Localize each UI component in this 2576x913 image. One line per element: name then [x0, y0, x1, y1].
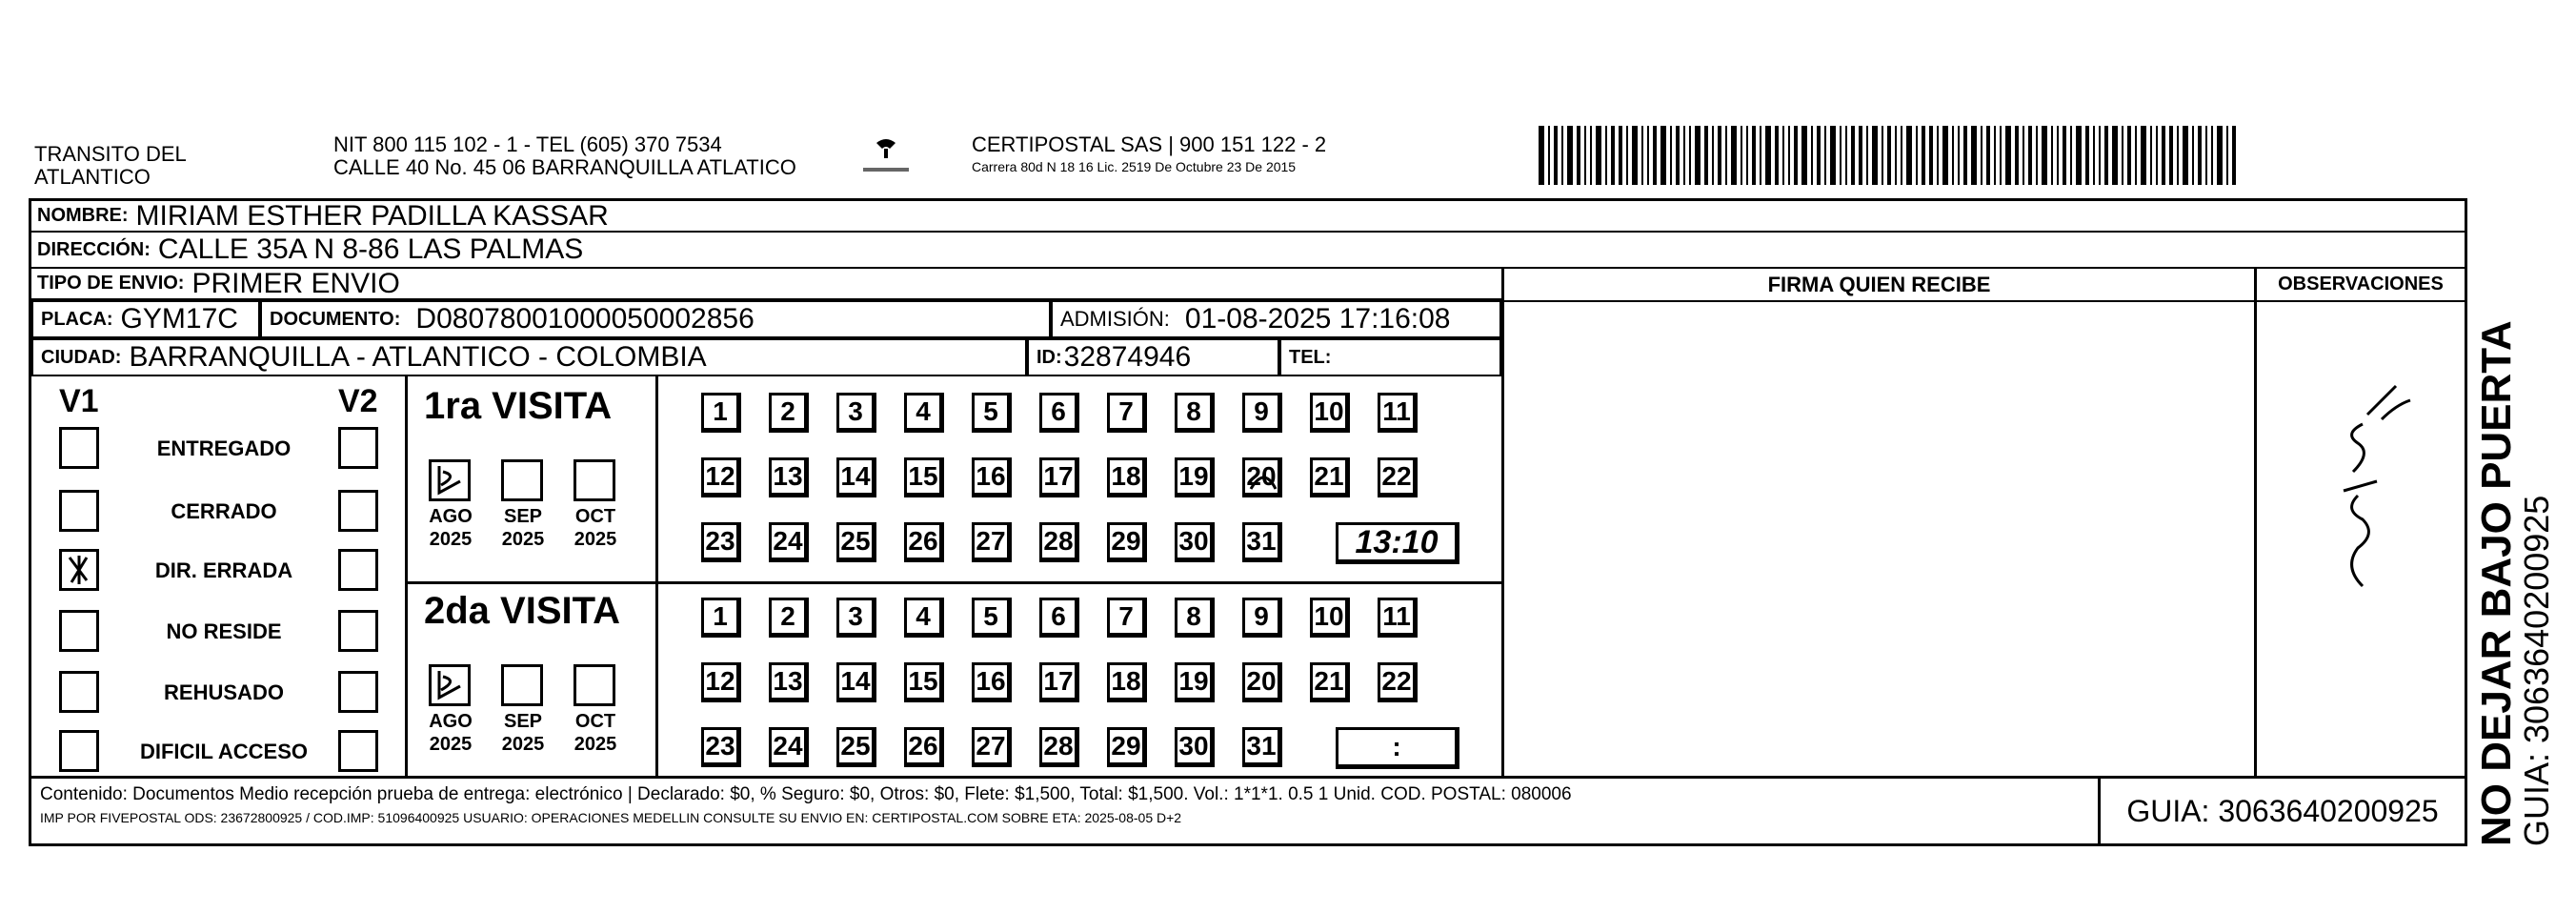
barcode-bar: [1963, 126, 1967, 185]
v2-checkbox[interactable]: [338, 730, 378, 772]
barcode-bar: [1689, 126, 1691, 185]
barcode-bar: [1817, 126, 1821, 185]
barcode-bar: [1554, 126, 1558, 185]
barcode-bar: [1887, 126, 1891, 185]
barcode-bar: [1801, 126, 1807, 185]
day-box[interactable]: 27: [972, 727, 1012, 767]
nit-line: NIT 800 115 102 - 1 - TEL (605) 370 7534: [333, 132, 722, 156]
direccion-row: [31, 233, 2465, 269]
barcode-bar: [1676, 126, 1680, 185]
barcode-bar: [2042, 126, 2047, 185]
day-box[interactable]: 28: [1039, 727, 1079, 767]
month-label: [492, 505, 554, 551]
documento-cell: [260, 300, 1051, 338]
admision-label: ADMISIÓN:: [1060, 307, 1170, 331]
barcode-bar: [1895, 126, 1897, 185]
v1-checkbox[interactable]: [59, 671, 99, 713]
day-box[interactable]: 3: [836, 393, 876, 433]
barcode-bar: [2122, 126, 2123, 185]
observaciones-divider: [2254, 269, 2257, 779]
barcode-bar: [1539, 126, 1544, 185]
status-option-label: NO RESIDE: [166, 619, 282, 643]
month-year: 2025: [574, 734, 617, 755]
barcode-bar: [1619, 126, 1622, 185]
day-box[interactable]: 31: [1242, 727, 1282, 767]
footer-content: [40, 783, 2098, 829]
barcode-bar: [1605, 126, 1607, 185]
day-box[interactable]: 22: [1378, 662, 1418, 702]
day-box[interactable]: 29: [1107, 727, 1147, 767]
barcode-bar: [2000, 126, 2002, 185]
contenido-line: Contenido: Documentos Medio recepción prueba de entrega: electrónico | Declarado: $0, % Seguro: $0, Otros: $0, Flete: $1,500, Total: $1,500. Vol.: 1*1*1. 0.5 1 Unid. COD. POSTAL: 080006: [40, 784, 1572, 804]
barcode-bar: [1567, 126, 1573, 185]
barcode-bar: [2127, 126, 2131, 185]
barcode-bar: [1653, 126, 1657, 185]
barcode-bar: [2093, 126, 2095, 185]
barcode-bar: [1882, 126, 1883, 185]
status-option-label: ENTREGADO: [156, 436, 292, 460]
day-box[interactable]: 15: [904, 662, 944, 702]
barcode-bar: [2076, 126, 2082, 185]
direccion-label: DIRECCIÓN:: [37, 238, 151, 260]
side-text: [2475, 320, 2555, 846]
month-checkbox[interactable]: [574, 459, 615, 501]
barcode-bar: [1788, 126, 1790, 185]
tipo-label: TIPO DE ENVIO:: [37, 273, 185, 294]
month-label: [419, 710, 482, 756]
admision-value: 01-08-2025 17:16:08: [1184, 303, 1451, 335]
v1-label: V1: [59, 383, 99, 419]
day-box[interactable]: 1: [701, 598, 741, 638]
day-box[interactable]: 16: [972, 662, 1012, 702]
barcode-bar: [1731, 126, 1737, 185]
day-box[interactable]: 23: [701, 727, 741, 767]
barcode-bar: [1840, 126, 1841, 185]
month-name: SEP: [503, 711, 543, 732]
documento-label: DOCUMENTO:: [270, 308, 401, 330]
barcode-bar: [1872, 126, 1878, 185]
v2-checkbox[interactable]: [338, 549, 378, 591]
day-box[interactable]: 2: [769, 598, 809, 638]
day-box[interactable]: 24: [769, 522, 809, 562]
barcode-bar: [2226, 126, 2228, 185]
status-option-label: CERRADO: [171, 499, 277, 523]
barcode-bar: [2192, 126, 2194, 185]
day-box[interactable]: 5: [972, 598, 1012, 638]
day-box[interactable]: 29: [1107, 522, 1147, 562]
status-option-label: REHUSADO: [164, 680, 284, 704]
barcode-bar: [2150, 126, 2152, 185]
tipo-row: [31, 269, 1501, 300]
barcode-bar: [1994, 126, 1996, 185]
day-box[interactable]: 18: [1107, 662, 1147, 702]
day-box[interactable]: 14: [836, 662, 876, 702]
barcode-bar: [2063, 126, 2066, 185]
guia-box: GUIA: 3063640200925: [2098, 779, 2465, 843]
barcode-bar: [2135, 126, 2137, 185]
barcode-bar: [1660, 126, 1666, 185]
barcode-bar: [1859, 126, 1862, 185]
day-box[interactable]: 20: [1242, 457, 1282, 497]
day-box[interactable]: 13: [769, 662, 809, 702]
barcode-bar: [1670, 126, 1672, 185]
day-box[interactable]: 7: [1107, 598, 1147, 638]
barcode-bar: [1577, 126, 1580, 185]
placa-cell: [31, 300, 260, 338]
barcode-bar: [1561, 126, 1563, 185]
day-box[interactable]: 8: [1175, 598, 1215, 638]
barcode-bar: [2232, 126, 2236, 185]
barcode-bar: [2057, 126, 2059, 185]
day-box[interactable]: 25: [836, 522, 876, 562]
documento-value: D08078001000050002856: [415, 303, 755, 335]
placa-label: PLACA:: [41, 308, 113, 330]
barcode-bar: [1775, 126, 1779, 185]
day-box[interactable]: 30: [1175, 522, 1215, 562]
barcode-bar: [1845, 126, 1847, 185]
barcode-bar: [2028, 126, 2032, 185]
month-name: OCT: [574, 711, 616, 732]
day-box[interactable]: 26: [904, 522, 944, 562]
signature-divider: [1501, 269, 1504, 779]
barcode-bar: [1830, 126, 1836, 185]
nombre-label: NOMBRE:: [37, 205, 129, 226]
barcode-bar: [1725, 126, 1727, 185]
barcode-bar: [1741, 126, 1742, 185]
day-box[interactable]: 24: [769, 727, 809, 767]
day-box[interactable]: 17: [1039, 662, 1079, 702]
tel-label: TEL:: [1289, 346, 1332, 368]
day-box[interactable]: 21: [1310, 457, 1350, 497]
barcode-bar: [2156, 126, 2158, 185]
ciudad-cell: [31, 338, 1027, 376]
ciudad-label: CIUDAD:: [41, 346, 122, 368]
month-name: SEP: [503, 506, 543, 527]
day-box[interactable]: 30: [1175, 727, 1215, 767]
month-label: [564, 710, 627, 756]
month-label: [419, 505, 482, 551]
id-label: ID:: [1036, 346, 1062, 368]
barcode-bar: [1851, 126, 1855, 185]
barcode-bar: [2023, 126, 2024, 185]
day-box[interactable]: 14: [836, 457, 876, 497]
barcode-bar: [2169, 126, 2173, 185]
month-year: 2025: [501, 734, 545, 755]
tipo-value: PRIMER ENVIO: [191, 267, 400, 299]
v1-checkbox[interactable]: [59, 490, 99, 532]
barcode-bar: [2070, 126, 2072, 185]
barcode: [1539, 126, 2277, 185]
day-box[interactable]: 10: [1310, 393, 1350, 433]
day-box[interactable]: 10: [1310, 598, 1350, 638]
day-mark: [1245, 460, 1278, 493]
barcode-bar: [2099, 126, 2101, 185]
barcode-bar: [1824, 126, 1826, 185]
day-box[interactable]: 18: [1107, 457, 1147, 497]
barcode-bar: [1718, 126, 1721, 185]
day-box[interactable]: 6: [1039, 598, 1079, 638]
admision-cell: [1051, 300, 1501, 338]
day-box[interactable]: 11: [1378, 598, 1418, 638]
day-box[interactable]: 11: [1378, 393, 1418, 433]
barcode-bar: [1548, 126, 1550, 185]
barcode-bar: [2036, 126, 2038, 185]
company-line: CERTIPOSTAL SAS | 900 151 122 - 2: [972, 132, 1327, 156]
id-cell: [1027, 338, 1279, 376]
month-checkbox[interactable]: [429, 664, 471, 706]
barcode-bar: [1922, 126, 1925, 185]
barcode-bar: [1811, 126, 1813, 185]
barcode-bar: [1712, 126, 1714, 185]
day-box[interactable]: 22: [1378, 457, 1418, 497]
barcode-bar: [1611, 126, 1615, 185]
day-box[interactable]: 4: [904, 393, 944, 433]
barcode-bar: [1794, 126, 1798, 185]
v1-checkbox[interactable]: [59, 549, 99, 591]
handwritten-observation: [2305, 376, 2420, 596]
time-box[interactable]: 13:10: [1336, 522, 1459, 564]
barcode-bar: [1695, 126, 1701, 185]
side-guia-text: GUIA: 3063640200925: [2517, 495, 2556, 846]
month-checkbox[interactable]: [501, 459, 543, 501]
day-box[interactable]: 12: [701, 662, 741, 702]
barcode-bar: [1986, 126, 1990, 185]
barcode-bar: [1929, 126, 1933, 185]
nombre-row: [31, 201, 2465, 233]
day-box[interactable]: 5: [972, 393, 1012, 433]
v1-checkbox[interactable]: [59, 610, 99, 652]
barcode-bar: [1752, 126, 1756, 185]
barcode-bar: [2141, 126, 2146, 185]
barcode-bar: [1952, 126, 1954, 185]
day-box[interactable]: 23: [701, 522, 741, 562]
status-option-label: DIFICIL ACCESO: [139, 740, 308, 763]
month-checkbox[interactable]: [501, 664, 543, 706]
barcode-bar: [2205, 126, 2207, 185]
sender-line-2: ATLANTICO: [34, 165, 151, 189]
day-box[interactable]: 16: [972, 457, 1012, 497]
day-box[interactable]: 6: [1039, 393, 1079, 433]
day-box[interactable]: 20: [1242, 662, 1282, 702]
time-box[interactable]: :: [1336, 727, 1459, 769]
month-year: 2025: [574, 529, 617, 550]
barcode-bar: [1683, 126, 1685, 185]
v2-checkbox[interactable]: [338, 671, 378, 713]
ciudad-value: BARRANQUILLA - ATLANTICO - COLOMBIA: [129, 341, 707, 373]
day-box[interactable]: 9: [1242, 598, 1282, 638]
barcode-bar: [2112, 126, 2118, 185]
day-box[interactable]: 27: [972, 522, 1012, 562]
month-year: 2025: [429, 734, 473, 755]
day-box[interactable]: 28: [1039, 522, 1079, 562]
barcode-bar: [2211, 126, 2213, 185]
barcode-bar: [1916, 126, 1918, 185]
month-year: 2025: [501, 529, 545, 550]
month-checkbox[interactable]: [429, 459, 471, 501]
barcode-bar: [1901, 126, 1902, 185]
day-box[interactable]: 3: [836, 598, 876, 638]
status-option-label: DIR. ERRADA: [154, 558, 293, 582]
month-year: 2025: [429, 529, 473, 550]
barcode-bar: [1981, 126, 1982, 185]
day-box[interactable]: 12: [701, 457, 741, 497]
v2-label: V2: [338, 383, 378, 419]
v1-checkbox[interactable]: [59, 427, 99, 469]
barcode-bar: [1584, 126, 1586, 185]
month-label: [564, 505, 627, 551]
barcode-bar: [1937, 126, 1939, 185]
day-box[interactable]: 31: [1242, 522, 1282, 562]
firma-header: FIRMA QUIEN RECIBE: [1504, 269, 2254, 302]
direccion-value: CALLE 35A N 8-86 LAS PALMAS: [157, 233, 584, 265]
month-label: [492, 710, 554, 756]
day-box[interactable]: 2: [769, 393, 809, 433]
month-divider: [655, 376, 658, 779]
barcode-bar: [1782, 126, 1784, 185]
sender-info: [333, 133, 796, 179]
barcode-bar: [2015, 126, 2019, 185]
visit-divider: [408, 581, 1501, 584]
barcode-bar: [2217, 126, 2223, 185]
barcode-bar: [2162, 126, 2165, 185]
day-box[interactable]: 19: [1175, 457, 1215, 497]
day-box[interactable]: 15: [904, 457, 944, 497]
barcode-bar: [1704, 126, 1708, 185]
day-box[interactable]: 13: [769, 457, 809, 497]
barcode-bar: [1958, 126, 1960, 185]
day-box[interactable]: 19: [1175, 662, 1215, 702]
barcode-bar: [2104, 126, 2108, 185]
day-box[interactable]: 25: [836, 727, 876, 767]
barcode-bar: [1906, 126, 1912, 185]
barcode-bar: [1596, 126, 1601, 185]
month-name: AGO: [429, 506, 473, 527]
barcode-bar: [2183, 126, 2188, 185]
address-line: CALLE 40 No. 45 06 BARRANQUILLA ATLATICO: [333, 155, 796, 179]
license-line: Carrera 80d N 18 16 Lic. 2519 De Octubre 23 De 2015: [972, 159, 1297, 174]
month-name: AGO: [429, 711, 473, 732]
barcode-bar: [1866, 126, 1868, 185]
barcode-bar: [1971, 126, 1977, 185]
v2-checkbox[interactable]: [338, 427, 378, 469]
barcode-bar: [1647, 126, 1649, 185]
visit-title: 2da VISITA: [424, 590, 620, 632]
barcode-bar: [2085, 126, 2089, 185]
barcode-bar: [2177, 126, 2179, 185]
barcode-bar: [1746, 126, 1748, 185]
v1-checkbox[interactable]: [59, 730, 99, 772]
tel-cell: [1279, 338, 1501, 376]
certipostal-logo: [857, 135, 915, 177]
no-dejar-text: NO DEJAR BAJO PUERTA: [2473, 320, 2520, 846]
observaciones-header: OBSERVACIONES: [2257, 269, 2465, 302]
month-checkbox[interactable]: [574, 664, 615, 706]
barcode-bar: [1765, 126, 1771, 185]
status-divider: [405, 376, 408, 779]
sender-line-1: TRANSITO DEL: [34, 142, 187, 166]
day-box[interactable]: 26: [904, 727, 944, 767]
barcode-bar: [1590, 126, 1592, 185]
day-box[interactable]: 21: [1310, 662, 1350, 702]
barcode-bar: [1760, 126, 1761, 185]
barcode-bar: [2005, 126, 2011, 185]
v2-checkbox[interactable]: [338, 610, 378, 652]
sender-name: [34, 143, 187, 189]
id-value: 32874946: [1063, 341, 1192, 373]
barcode-bar: [1641, 126, 1643, 185]
day-box[interactable]: 17: [1039, 457, 1079, 497]
day-box[interactable]: 7: [1107, 393, 1147, 433]
day-box[interactable]: 9: [1242, 393, 1282, 433]
barcode-bar: [2051, 126, 2053, 185]
visit-title: 1ra VISITA: [424, 385, 613, 427]
day-box[interactable]: 4: [904, 598, 944, 638]
day-box[interactable]: 8: [1175, 393, 1215, 433]
day-box[interactable]: 1: [701, 393, 741, 433]
nombre-value: MIRIAM ESTHER PADILLA KASSAR: [135, 199, 609, 232]
barcode-bar: [1942, 126, 1948, 185]
barcode-bar: [2198, 126, 2202, 185]
company-info: [972, 133, 1326, 175]
v2-checkbox[interactable]: [338, 490, 378, 532]
placa-value: GYM17C: [120, 303, 238, 335]
barcode-bar: [1632, 126, 1638, 185]
barcode-bar: [1626, 126, 1628, 185]
imp-line: IMP POR FIVEPOSTAL ODS: 23672800925 / COD.IMP: 51096400925 USUARIO: OPERACIONES MEDELLIN CONSULTE SU ENVIO EN: CERTIPOSTAL.COM SOBRE ETA: 2025-08-05 D+2: [40, 810, 1182, 825]
month-name: OCT: [574, 506, 616, 527]
